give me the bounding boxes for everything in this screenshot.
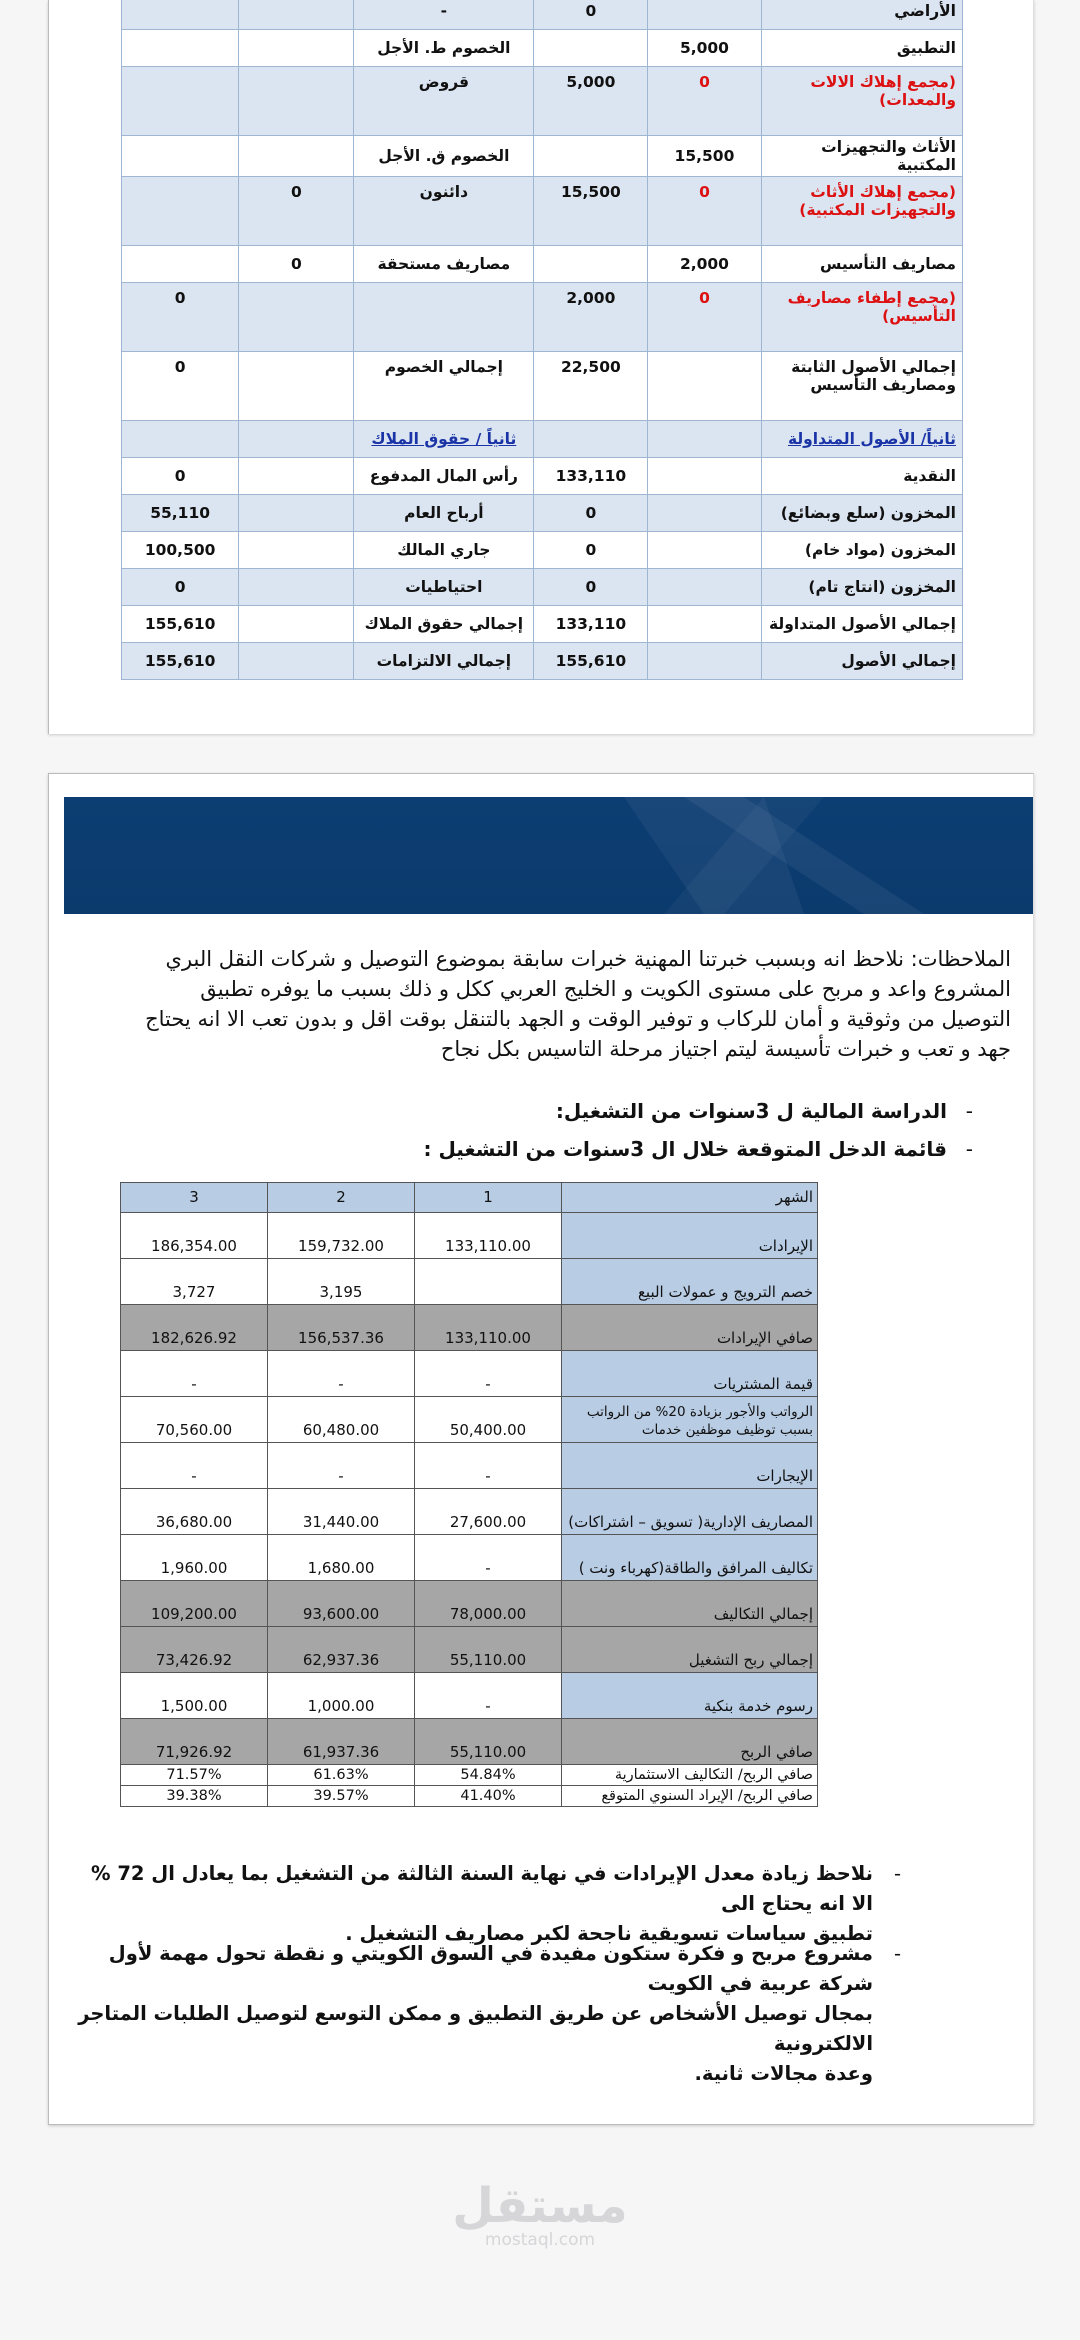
notes-line: جهد و تعب و خبرات تأسيسة ليتم اجتياز مرحلة التاسيس بكل نجاح: [440, 1037, 1011, 1061]
bullet-dash: -: [893, 1942, 901, 1965]
balance-row: [122, 136, 963, 177]
watermark-latin: mostaql.com: [484, 2230, 596, 2250]
liability-label: أرباح العام: [354, 495, 534, 532]
asset-value: 0: [534, 0, 648, 30]
asset-value: 22,500: [534, 352, 648, 421]
liability-value: [239, 458, 354, 495]
asset-subvalue: [648, 643, 761, 680]
header-year-2: 2: [268, 1183, 415, 1213]
asset-value: 133,110: [534, 458, 648, 495]
closing-line: بمجال توصيل الأشخاص عن طريق التطبيق و ممكن التوسع لتوصيل الطلبات المتاجر الالكترونية: [78, 2002, 873, 2055]
liability-value: [239, 30, 354, 67]
asset-label: (مجمع إطفاء مصاريف التأسيس): [761, 283, 963, 352]
asset-label: المخزون (مواد خام): [761, 532, 963, 569]
balance-row: [122, 458, 963, 495]
income-year-1-value: 133,110.00: [415, 1213, 562, 1259]
income-row: [121, 1673, 818, 1719]
income-row-label: الإيجارات: [562, 1443, 818, 1489]
income-year-3-value: 73,426.92: [121, 1627, 268, 1673]
asset-label: مصاريف التأسيس: [761, 246, 963, 283]
income-row: [121, 1627, 818, 1673]
heading-text: الدراسة المالية ل 3سنوات من التشغيل:: [555, 1099, 947, 1123]
balance-row: [122, 67, 963, 136]
liability-total: 155,610: [122, 643, 239, 680]
liability-value: 0: [239, 177, 354, 246]
income-year-2-value: 31,440.00: [268, 1489, 415, 1535]
liability-total: [122, 136, 239, 177]
income-year-2-value: 60,480.00: [268, 1397, 415, 1443]
asset-subvalue: [648, 532, 761, 569]
income-year-3-value: -: [121, 1351, 268, 1397]
asset-subvalue: [648, 495, 761, 532]
income-row-label: المصاريف الإدارية( تسويق – اشتراكات): [562, 1489, 818, 1535]
liability-value: [239, 283, 354, 352]
income-row-label: قيمة المشتريات: [562, 1351, 818, 1397]
income-year-2-value: 3,195: [268, 1259, 415, 1305]
income-row-label: خصم الترويج و عمولات البيع: [562, 1259, 818, 1305]
liability-value: [239, 569, 354, 606]
header-year-1: 1: [415, 1183, 562, 1213]
heading-text: قائمة الدخل المتوقعة خلال ال 3سنوات من التشغيل :: [423, 1137, 947, 1161]
income-year-1-value: 27,600.00: [415, 1489, 562, 1535]
liability-label: الخصوم ط. الأجل: [354, 30, 534, 67]
header-banner: [64, 797, 1033, 914]
liability-value: [239, 643, 354, 680]
liability-label: احتياطيات: [354, 569, 534, 606]
balance-row: [122, 283, 963, 352]
balance-row: [122, 246, 963, 283]
watermark-arabic: مستقل: [452, 2178, 628, 2234]
income-row-label: صافي الإيرادات: [562, 1305, 818, 1351]
asset-label: (مجمع إهلاك الأثاث والتجهيزات المكتبية): [761, 177, 963, 246]
asset-subvalue: [648, 606, 761, 643]
liability-total: 0: [122, 352, 239, 421]
income-year-1-value: 55,110.00: [415, 1627, 562, 1673]
liability-label: دائنون: [354, 177, 534, 246]
asset-subvalue: [648, 0, 761, 30]
liability-total: [122, 246, 239, 283]
liability-value: [239, 421, 354, 458]
asset-label: التطبيق: [761, 30, 963, 67]
income-year-2-value: 1,000.00: [268, 1673, 415, 1719]
income-year-2-value: 93,600.00: [268, 1581, 415, 1627]
income-year-2-value: 39.57%: [268, 1786, 415, 1807]
liability-label: إجمالي الخصوم: [354, 352, 534, 421]
income-row: [121, 1351, 818, 1397]
notes-line: التوصيل من وثوقية و أمان للركاب و توفير الوقت و الجهد بالتنقل بوقت اقل و بدون تعب الا انه يحتاج: [145, 1007, 1011, 1031]
asset-subvalue: [648, 352, 761, 421]
liability-total: 55,110: [122, 495, 239, 532]
income-year-2-value: 61,937.36: [268, 1719, 415, 1765]
notes-paragraph: [119, 944, 1011, 1064]
closing-bullet-2: [73, 1939, 901, 2089]
income-row: [121, 1786, 818, 1807]
income-year-3-value: -: [121, 1443, 268, 1489]
liability-label: الخصوم ق. الأجل: [354, 136, 534, 177]
balance-row: [122, 421, 963, 458]
asset-subvalue: 15,500: [648, 136, 761, 177]
income-row-label: صافي الربح/ الإيراد السنوي المتوقع: [562, 1786, 818, 1807]
liability-label: قروض: [354, 67, 534, 136]
closing-line: وعدة مجالات ثانية.: [694, 2062, 873, 2085]
asset-value: 155,610: [534, 643, 648, 680]
liability-total: [122, 177, 239, 246]
header-month: الشهر: [562, 1183, 818, 1213]
asset-label: المخزون (سلع وبضائع): [761, 495, 963, 532]
income-row-label: الرواتب والأجور بزيادة 20% من الرواتب بسبب توظيف موظفين خدمات: [562, 1397, 818, 1443]
asset-value: 2,000: [534, 283, 648, 352]
asset-value: [534, 421, 648, 458]
asset-subvalue: [648, 458, 761, 495]
liability-value: 0: [239, 246, 354, 283]
balance-row: [122, 532, 963, 569]
income-year-1-value: 55,110.00: [415, 1719, 562, 1765]
liability-total: 0: [122, 569, 239, 606]
liability-total: [122, 30, 239, 67]
income-row: [121, 1489, 818, 1535]
income-row: [121, 1765, 818, 1786]
income-year-3-value: 71,926.92: [121, 1719, 268, 1765]
liability-label: جاري المالك: [354, 532, 534, 569]
income-row-label: صافي الربح/ التكاليف الاستثمارية: [562, 1765, 818, 1786]
income-row-label: تكاليف المرافق والطاقة(كهرباء ونت ): [562, 1535, 818, 1581]
asset-label: إجمالي الأصول الثابتة ومصاريف التأسيس: [761, 352, 963, 421]
asset-label: المخزون (انتاج تام): [761, 569, 963, 606]
liability-total: [122, 0, 239, 30]
income-year-1-value: 50,400.00: [415, 1397, 562, 1443]
income-year-3-value: 109,200.00: [121, 1581, 268, 1627]
balance-row: [122, 495, 963, 532]
asset-subvalue: 5,000: [648, 30, 761, 67]
income-year-1-value: 133,110.00: [415, 1305, 562, 1351]
income-year-1-value: 41.40%: [415, 1786, 562, 1807]
income-year-2-value: -: [268, 1351, 415, 1397]
asset-label: (مجمع إهلاك الالات والمعدات): [761, 67, 963, 136]
asset-label: إجمالي الأصول المتداولة: [761, 606, 963, 643]
document-page-1: [48, 0, 1034, 734]
income-year-1-value: 54.84%: [415, 1765, 562, 1786]
income-year-1-value: -: [415, 1673, 562, 1719]
income-row-label: الإيرادات: [562, 1213, 818, 1259]
income-header-row: [121, 1183, 818, 1213]
asset-label: النقدية: [761, 458, 963, 495]
liability-label: ثانياً / حقوق الملاك: [354, 421, 534, 458]
liability-total: [122, 421, 239, 458]
asset-value: 15,500: [534, 177, 648, 246]
income-row: [121, 1719, 818, 1765]
asset-subvalue: 0: [648, 67, 761, 136]
balance-row: [122, 606, 963, 643]
income-year-2-value: -: [268, 1443, 415, 1489]
income-row: [121, 1259, 818, 1305]
income-year-1-value: -: [415, 1535, 562, 1581]
balance-row: [122, 569, 963, 606]
income-year-2-value: 61.63%: [268, 1765, 415, 1786]
liability-label: -: [354, 0, 534, 30]
asset-value: [534, 136, 648, 177]
income-year-3-value: 71.57%: [121, 1765, 268, 1786]
liability-label: مصاريف مستحقة: [354, 246, 534, 283]
income-statement-table: [120, 1182, 818, 1807]
heading-income-statement: [423, 1134, 973, 1164]
closing-line: تطبيق سياسات تسويقية ناجحة لكبر مصاريف التشغيل .: [345, 1922, 873, 1945]
income-row: [121, 1213, 818, 1259]
balance-row: [122, 177, 963, 246]
asset-subvalue: 0: [648, 177, 761, 246]
liability-label: [354, 283, 534, 352]
liability-value: [239, 352, 354, 421]
income-year-2-value: 62,937.36: [268, 1627, 415, 1673]
income-year-3-value: 39.38%: [121, 1786, 268, 1807]
liability-total: 0: [122, 283, 239, 352]
liability-value: [239, 495, 354, 532]
asset-value: 0: [534, 532, 648, 569]
income-year-3-value: 1,500.00: [121, 1673, 268, 1719]
asset-value: 0: [534, 495, 648, 532]
notes-line: المشروع واعد و مربح على مستوى الكويت و الخليج العربي ككل و ذلك بسبب ما يوفره تطبيق: [200, 977, 1011, 1001]
closing-bullet-1: [73, 1859, 901, 1949]
liability-total: [122, 67, 239, 136]
income-year-3-value: 3,727: [121, 1259, 268, 1305]
income-row: [121, 1305, 818, 1351]
income-year-1-value: 78,000.00: [415, 1581, 562, 1627]
income-year-3-value: 1,960.00: [121, 1535, 268, 1581]
liability-total: 100,500: [122, 532, 239, 569]
asset-value: 133,110: [534, 606, 648, 643]
income-year-3-value: 186,354.00: [121, 1213, 268, 1259]
income-year-2-value: 159,732.00: [268, 1213, 415, 1259]
income-year-1-value: [415, 1259, 562, 1305]
asset-subvalue: [648, 421, 761, 458]
notes-line: الملاحظات: نلاحظ انه وبسبب خبرتنا المهنية خبرات سابقة بموضوع التوصيل و شركات النقل البري: [165, 947, 1011, 971]
liability-total: 155,610: [122, 606, 239, 643]
income-row: [121, 1397, 818, 1443]
income-row-label: صافي الربح: [562, 1719, 818, 1765]
asset-value: 0: [534, 569, 648, 606]
income-year-1-value: -: [415, 1351, 562, 1397]
asset-value: [534, 30, 648, 67]
income-row-label: رسوم خدمة بنكية: [562, 1673, 818, 1719]
balance-sheet-table: [121, 0, 963, 680]
balance-row: [122, 352, 963, 421]
income-row: [121, 1535, 818, 1581]
closing-line: مشروع مربح و فكرة ستكون مفيدة في السوق الكويتي و نقطة تحول مهمة لأول شركة عربية في الكويت: [108, 1942, 873, 1995]
income-year-2-value: 156,537.36: [268, 1305, 415, 1351]
income-row-label: إجمالي التكاليف: [562, 1581, 818, 1627]
asset-subvalue: 2,000: [648, 246, 761, 283]
liability-label: إجمالي حقوق الملاك: [354, 606, 534, 643]
asset-label: الأراضي: [761, 0, 963, 30]
liability-value: [239, 532, 354, 569]
income-row: [121, 1581, 818, 1627]
liability-value: [239, 67, 354, 136]
asset-value: 5,000: [534, 67, 648, 136]
asset-subvalue: 0: [648, 283, 761, 352]
liability-label: رأس المال المدفوع: [354, 458, 534, 495]
document-page-2: [48, 773, 1034, 2125]
liability-value: [239, 606, 354, 643]
asset-label: ثانياً/ الأصول المتداولة: [761, 421, 963, 458]
banner-light-rays: [64, 797, 1033, 914]
income-year-3-value: 70,560.00: [121, 1397, 268, 1443]
liability-total: 0: [122, 458, 239, 495]
bullet-dash: -: [893, 1862, 901, 1885]
liability-label: إجمالي الالتزامات: [354, 643, 534, 680]
asset-label: الأثاث والتجهيزات المكتبية: [761, 136, 963, 177]
income-year-2-value: 1,680.00: [268, 1535, 415, 1581]
income-year-1-value: -: [415, 1443, 562, 1489]
income-row: [121, 1443, 818, 1489]
income-year-3-value: 36,680.00: [121, 1489, 268, 1535]
asset-subvalue: [648, 569, 761, 606]
heading-financial-study: [556, 1096, 973, 1126]
header-year-3: 3: [121, 1183, 268, 1213]
balance-row: [122, 643, 963, 680]
asset-label: إجمالي الأصول: [761, 643, 963, 680]
closing-line: نلاحظ زيادة معدل الإيرادات في نهاية السنة الثالثة من التشغيل بما يعادل ال 72 % الا انه يحتاج الى: [91, 1862, 873, 1915]
liability-value: [239, 136, 354, 177]
bullet-dash: -: [965, 1099, 973, 1123]
income-year-3-value: 182,626.92: [121, 1305, 268, 1351]
income-row-label: إجمالي ربح التشغيل: [562, 1627, 818, 1673]
liability-value: [239, 0, 354, 30]
mostaql-watermark: [0, 2178, 1080, 2250]
bullet-dash: -: [965, 1137, 973, 1161]
balance-row: [122, 0, 963, 30]
balance-row: [122, 30, 963, 67]
asset-value: [534, 246, 648, 283]
